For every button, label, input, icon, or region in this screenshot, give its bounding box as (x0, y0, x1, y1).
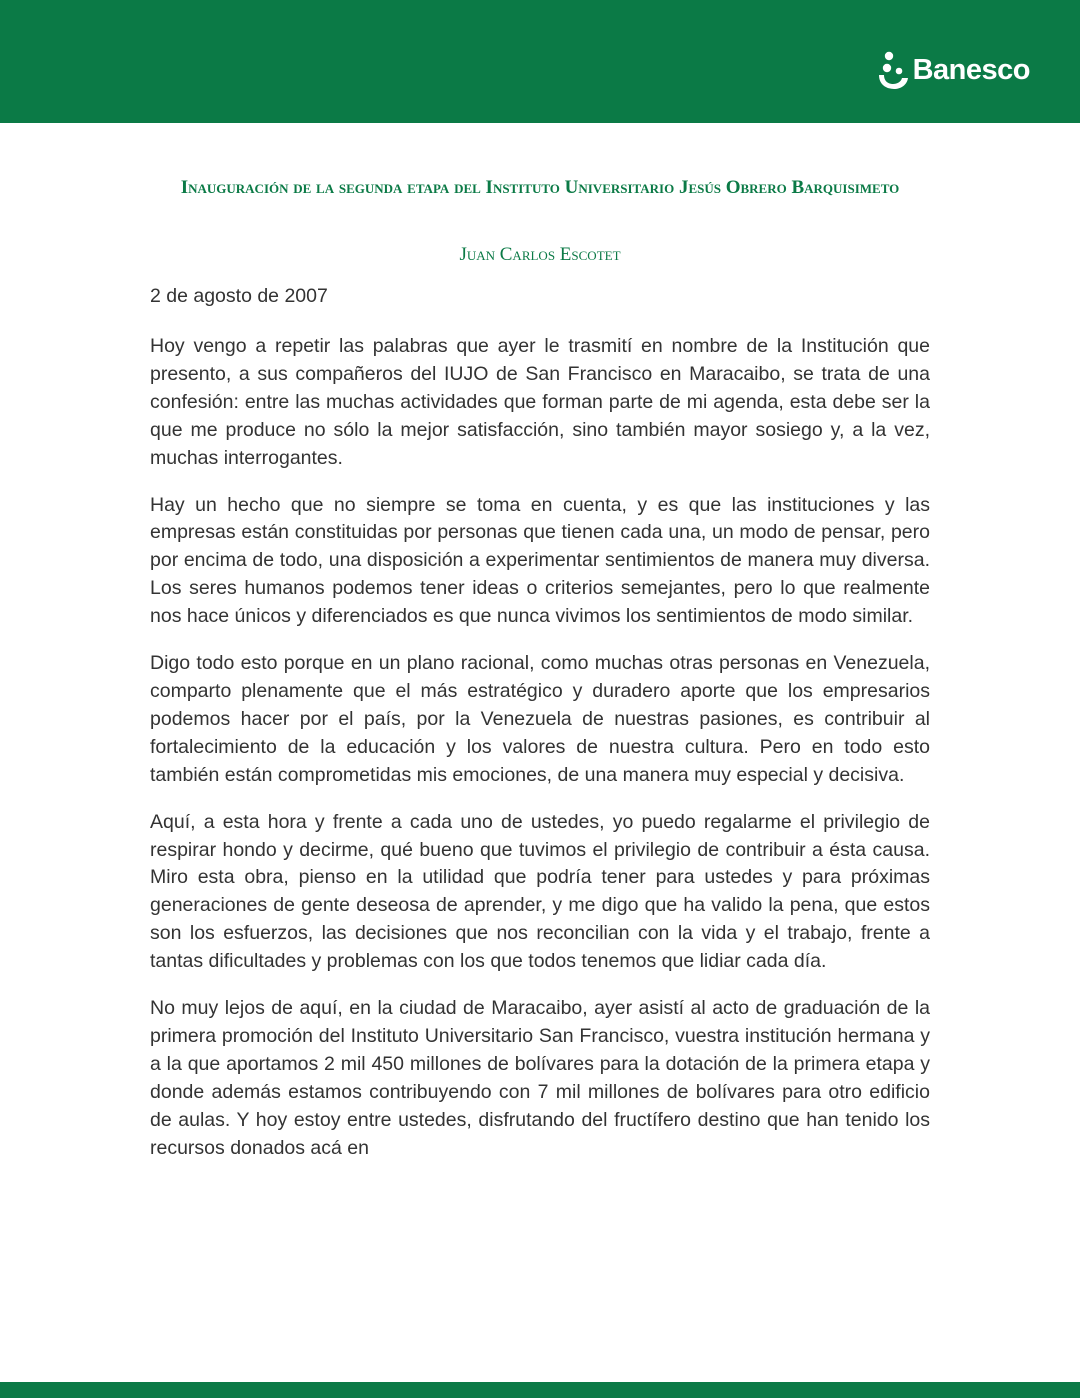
document-title: Inauguración de la segunda etapa del Instituto Universitario Jesús Obrero Barquisimeto (180, 177, 900, 198)
header-bar (0, 0, 1080, 123)
paragraph: No muy lejos de aquí, en la ciudad de Maracaibo, ayer asistí al acto de graduación de la primera promoción del Instituto Universitario San Francisco, vuestra institución hermana y a la que aportamos 2 mil 450 millones de bolívares para la dotación de la primera etapa y donde además estamos contribuyendo con 7 mil millones de bolívares para otro edificio de aulas. Y hoy estoy entre ustedes, disfrutando del fructífero destino que han tenido los recursos donados acá en (150, 997, 930, 1159)
banesco-logo-icon (875, 48, 911, 92)
document-date: 2 de agosto de 2007 (150, 285, 328, 307)
paragraph: Digo todo esto porque en un plano racional, como muchas otras personas en Venezuela, comparto plenamente que el más estratégico y duradero aporte que los empresarios podemos hacer por el país, por la Venezuela de nuestras pasiones, es contribuir al fortalecimiento de la educación y los valores de nuestra cultura. Pero en todo esto también están comprometidas mis emociones, de una manera muy especial y decisiva. (150, 652, 930, 786)
document-body (150, 333, 930, 1181)
paragraph: Aquí, a esta hora y frente a cada uno de ustedes, yo puedo regalarme el privilegio de respirar hondo y decirme, qué bueno que tuvimos el privilegio de contribuir a ésta causa. Miro esta obra, pienso en la utilidad que podría tener para ustedes y para próximas generaciones de gente deseosa de aprender, y me digo que ha valido la pena, que estos son los esfuerzos, las decisiones que nos reconcilian con la vida y el trabajo, frente a tantas dificultades y problemas con los que todos tenemos que lidiar cada día. (150, 810, 930, 973)
brand-name: Banesco (912, 53, 1030, 86)
paragraph: Hoy vengo a repetir las palabras que ayer le trasmití en nombre de la Institución que presento, a sus compañeros del IUJO de San Francisco en Maracaibo, se trata de una confesión: entre las muchas actividades que forman parte de mi agenda, esta debe ser la que me produce no sólo la mejor satisfacción, sino también mayor sosiego y, a la vez, muchas interrogantes. (150, 335, 930, 469)
footer-bar (0, 1382, 1080, 1398)
paragraph: Hay un hecho que no siempre se toma en cuenta, y es que las instituciones y las empresas están constituidas por personas que tienen cada una, un modo de pensar, pero por encima de todo, una disposición a experimentar sentimientos de manera muy diversa. Los seres humanos podemos tener ideas o criterios semejantes, pero lo que realmente nos hace únicos y diferenciados es que nunca vivimos los sentimientos de modo similar. (150, 493, 930, 628)
brand-logo (875, 46, 1030, 94)
document-author: Juan Carlos Escotet (459, 244, 621, 265)
